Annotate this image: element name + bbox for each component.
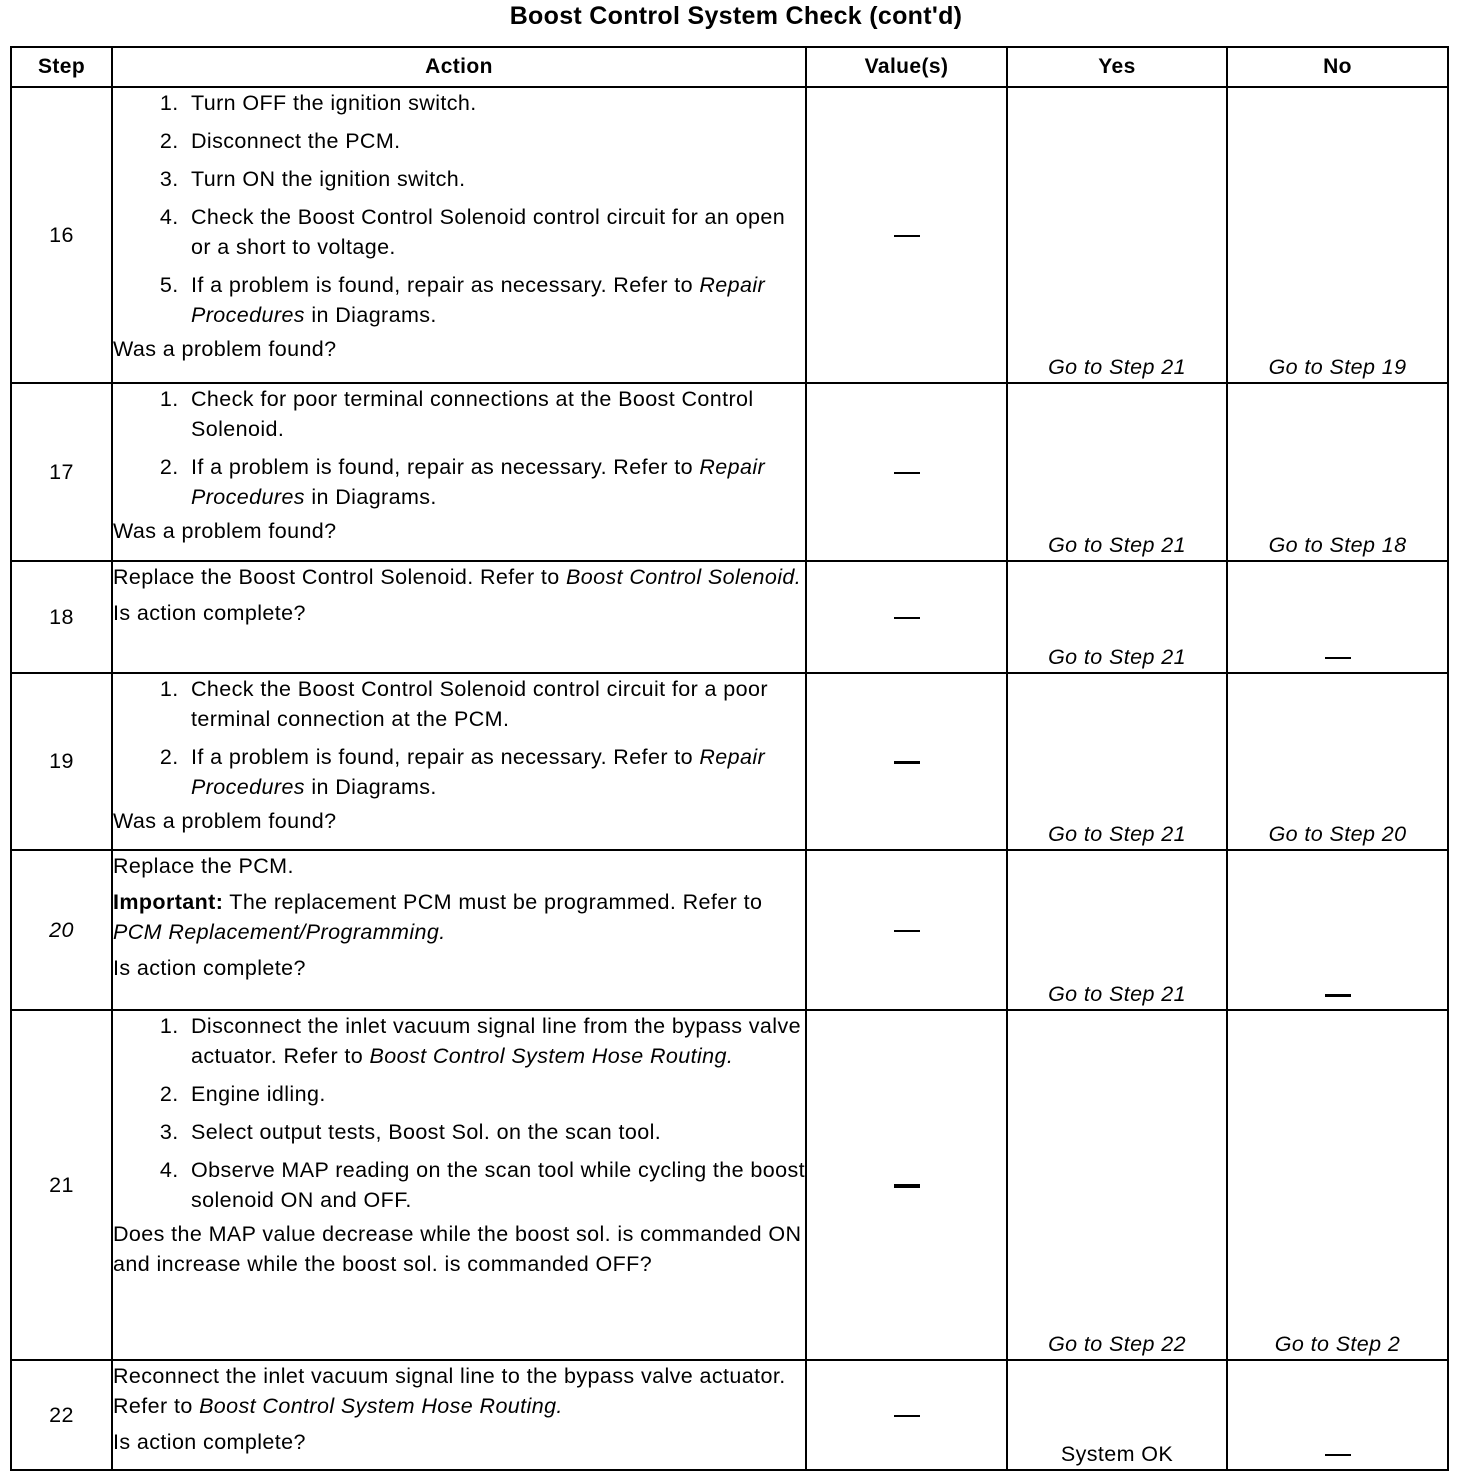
no-cell: Go to Step 18: [1227, 383, 1448, 561]
item-text: in Diagrams.: [311, 485, 437, 509]
list-item: 2. Disconnect the PCM.: [185, 126, 805, 156]
no-cell: [1227, 1360, 1448, 1470]
no-cell: Go to Step 2: [1227, 1010, 1448, 1360]
step-number: 17: [11, 383, 112, 561]
header-step: Step: [11, 47, 112, 87]
header-yes: Yes: [1007, 47, 1227, 87]
action-cell: [112, 850, 806, 1010]
yes-cell: Go to Step 21: [1007, 561, 1227, 673]
no-cell: [1227, 561, 1448, 673]
header-no: No: [1227, 47, 1448, 87]
reference-link[interactable]: Boost Control Solenoid.: [566, 565, 802, 589]
list-item: [185, 270, 805, 330]
item-text: If a problem is found, repair as necessary. Refer to: [191, 455, 693, 479]
no-cell: [1227, 850, 1448, 1010]
dash-mark: [894, 930, 920, 932]
action-paragraph: [113, 562, 805, 592]
list-item: [185, 742, 805, 802]
no-cell: Go to Step 19: [1227, 87, 1448, 383]
list-item: 4. Observe MAP reading on the scan tool while cycling the boost solenoid ON and OFF.: [185, 1155, 805, 1215]
header-values: Value(s): [806, 47, 1007, 87]
dash-mark: [894, 472, 920, 474]
table-row: [11, 850, 1448, 1010]
step-number: 19: [11, 673, 112, 850]
value-cell: [806, 1360, 1007, 1470]
action-cell: [112, 87, 806, 383]
question-text: Is action complete?: [113, 1430, 306, 1454]
step-number: 16: [11, 87, 112, 383]
table-row: [11, 1360, 1448, 1470]
list-item: 1. Turn OFF the ignition switch.: [185, 88, 805, 118]
value-cell: [806, 1010, 1007, 1360]
yes-cell: Go to Step 22: [1007, 1010, 1227, 1360]
question-text: Was a problem found?: [113, 809, 337, 833]
value-cell: [806, 87, 1007, 383]
dash-mark: [894, 761, 920, 765]
reference-link[interactable]: PCM Replacement/Programming.: [113, 920, 446, 944]
action-steps: [113, 384, 805, 512]
item-text: in Diagrams.: [311, 775, 437, 799]
action-steps: [113, 674, 805, 802]
table-row: [11, 673, 1448, 850]
reference-link[interactable]: Repair Procedures: [191, 745, 766, 799]
step-number: 22: [11, 1360, 112, 1470]
action-paragraph: Replace the PCM.: [113, 854, 294, 878]
dash-mark: [1325, 657, 1351, 659]
step-number: 18: [11, 561, 112, 673]
yes-cell: Go to Step 21: [1007, 850, 1227, 1010]
reference-link[interactable]: Boost Control System Hose Routing.: [199, 1394, 563, 1418]
table-row: [11, 87, 1448, 383]
list-item: 3. Select output tests, Boost Sol. on the scan tool.: [185, 1117, 805, 1147]
question-text: Is action complete?: [113, 601, 306, 625]
step-number: 21: [11, 1010, 112, 1360]
yes-cell: System OK: [1007, 1360, 1227, 1470]
list-item: 1. Check for poor terminal connections at the Boost Control Solenoid.: [185, 384, 805, 444]
important-text: The replacement PCM must be programmed. Refer to: [229, 890, 763, 914]
action-cell: [112, 1360, 806, 1470]
action-cell: [112, 561, 806, 673]
value-cell: [806, 850, 1007, 1010]
dash-mark: [1325, 994, 1351, 998]
question-text: Was a problem found?: [113, 519, 337, 543]
reference-link[interactable]: Repair Procedures: [191, 455, 766, 509]
header-action: Action: [112, 47, 806, 87]
list-item: 2. Engine idling.: [185, 1079, 805, 1109]
dash-mark: [1325, 1454, 1351, 1456]
page-title: Boost Control System Check (cont'd): [509, 2, 963, 30]
action-cell: [112, 673, 806, 850]
action-cell: [112, 383, 806, 561]
important-label: Important:: [113, 890, 224, 914]
reference-link[interactable]: Boost Control System Hose Routing.: [369, 1044, 734, 1068]
reference-link[interactable]: Repair Procedures: [191, 273, 766, 327]
list-item: [185, 452, 805, 512]
header-row: [11, 47, 1448, 87]
dash-mark: [894, 617, 920, 619]
question-text: Was a problem found?: [113, 337, 337, 361]
item-text: If a problem is found, repair as necessary. Refer to: [191, 745, 693, 769]
no-cell: Go to Step 20: [1227, 673, 1448, 850]
value-cell: [806, 673, 1007, 850]
value-cell: [806, 561, 1007, 673]
list-item: 1. Check the Boost Control Solenoid control circuit for a poor terminal connection at the PCM.: [185, 674, 805, 734]
item-text: Disconnect the inlet vacuum signal line from the bypass valve actuator. Refer to: [191, 1014, 801, 1068]
diagnostic-table: [10, 46, 1449, 1471]
item-text: If a problem is found, repair as necessary. Refer to: [191, 273, 693, 297]
action-paragraph: [113, 1361, 805, 1421]
yes-cell: Go to Step 21: [1007, 87, 1227, 383]
action-text: Reconnect the inlet vacuum signal line to the bypass valve actuator. Refer to: [113, 1364, 786, 1418]
table-row: [11, 561, 1448, 673]
table-row: [11, 383, 1448, 561]
list-item: 4. Check the Boost Control Solenoid control circuit for an open or a short to voltage.: [185, 202, 805, 262]
yes-cell: Go to Step 21: [1007, 673, 1227, 850]
action-cell: [112, 1010, 806, 1360]
table-row: [11, 1010, 1448, 1360]
yes-cell: Go to Step 21: [1007, 383, 1227, 561]
question-text: Does the MAP value decrease while the boost sol. is commanded ON and increase while the boost sol. is commanded OFF?: [113, 1222, 802, 1276]
action-steps: [113, 88, 805, 330]
dash-mark: [894, 1184, 920, 1188]
list-item: 3. Turn ON the ignition switch.: [185, 164, 805, 194]
action-text: Replace the Boost Control Solenoid. Refer to: [113, 565, 560, 589]
value-cell: [806, 383, 1007, 561]
question-text: Is action complete?: [113, 956, 306, 980]
list-item: [185, 1011, 805, 1071]
item-text: in Diagrams.: [311, 303, 437, 327]
important-note: [113, 887, 805, 947]
dash-mark: [894, 1415, 920, 1417]
action-steps: [113, 1011, 805, 1215]
dash-mark: [894, 235, 920, 237]
step-number: 20: [11, 850, 112, 1010]
